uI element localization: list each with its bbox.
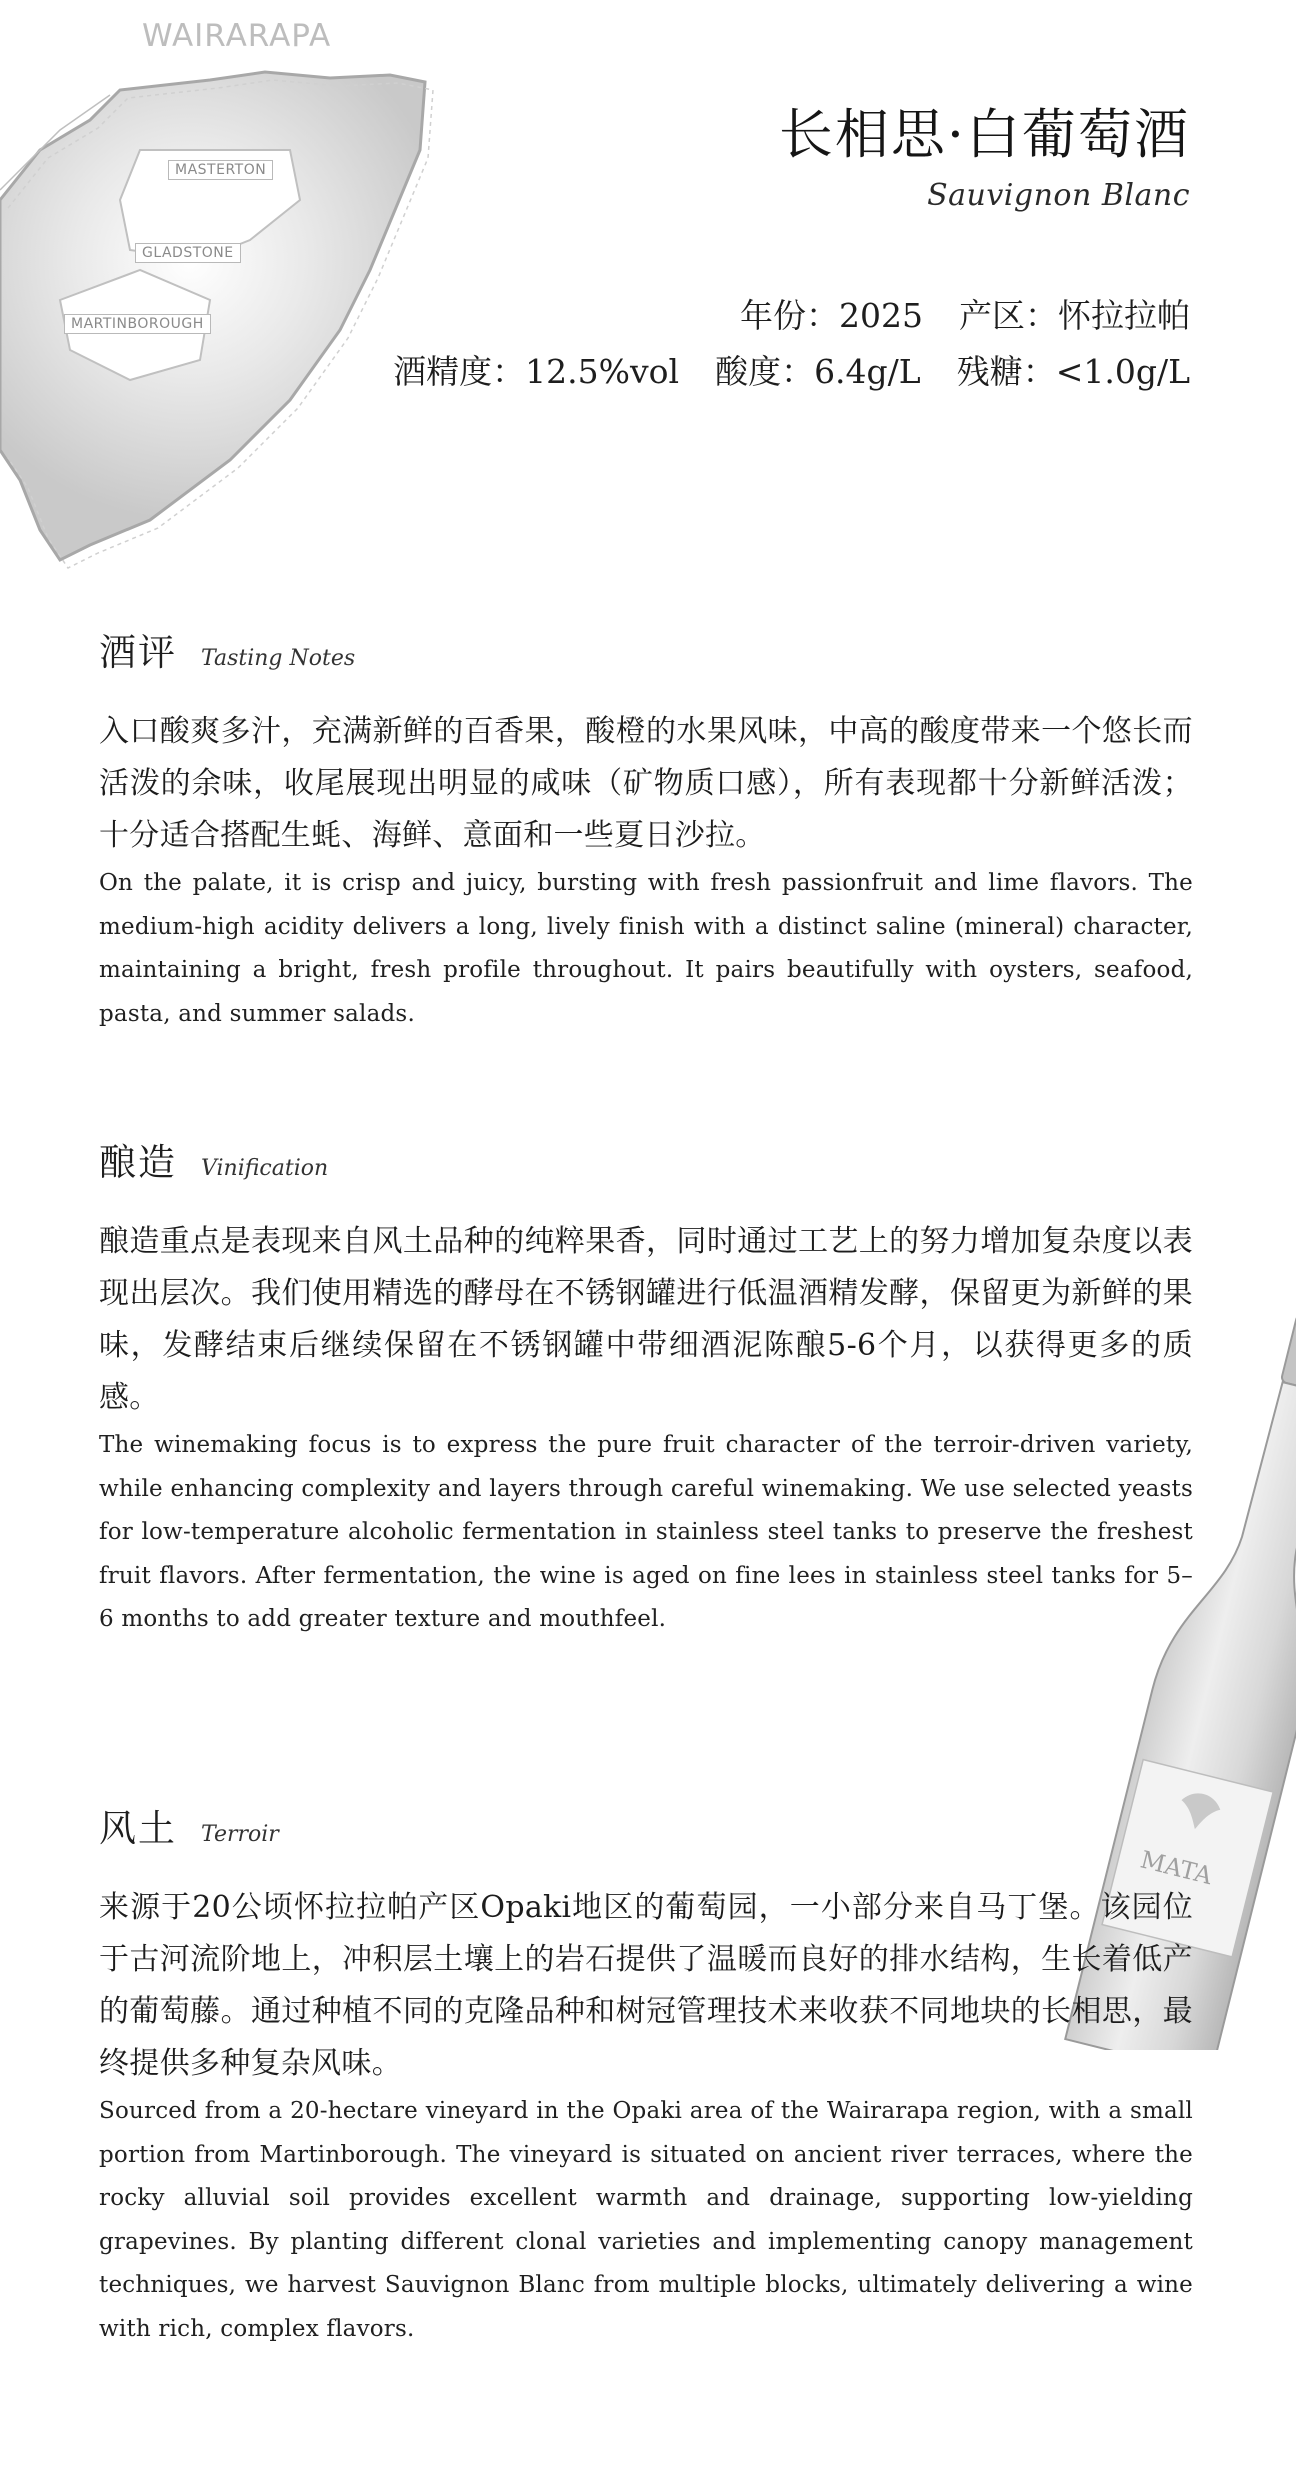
spec-vintage: 年份：2025 (740, 296, 923, 335)
tasting-notes-en: On the palate, it is crisp and juicy, bursting with fresh passionfruit and lime flavors. The medium-high acidity delivers a long, lively finish with a distinct saline (mineral) character, maintaining a bright, fresh profile throughout. It pairs beautifully with oysters, seafood, pasta, and summer salads. (99, 870, 1193, 1027)
region-map (0, 0, 440, 570)
section-vinification (99, 1132, 1193, 1642)
map-town-masterton: MASTERTON (168, 160, 273, 180)
wine-title-en: Sauvignon Blanc (927, 178, 1190, 213)
spec-line-2 (393, 346, 1190, 393)
wine-title-cn: 长相思·白葡萄酒 (778, 103, 1190, 166)
section-title-cn: 酒评 (99, 631, 177, 674)
vinification-cn: 酿造重点是表现来自风土品种的纯粹果香，同时通过工艺上的努力增加复杂度以表现出层次。我们使用精选的酵母在不锈钢罐进行低温酒精发酵，保留更为新鲜的果味，发酵结束后继续保留在不锈钢罐中带细酒泥陈酿5-6个月，以获得更多的质感。 (99, 1224, 1193, 1415)
region-map-drawing (0, 0, 440, 570)
terroir-cn: 来源于20公顷怀拉拉帕产区Opaki地区的葡萄园，一小部分来自马丁堡。该园位于古河流阶地上，冲积层土壤上的岩石提供了温暖而良好的排水结构，生长着低产的葡萄藤。通过种植不同的克隆品种和树冠管理技术来收获不同地块的长相思，最终提供多种复杂风味。 (99, 1890, 1193, 2081)
spec-region: 产区：怀拉拉帕 (959, 296, 1190, 335)
tasting-notes-cn: 入口酸爽多汁，充满新鲜的百香果，酸橙的水果风味，中高的酸度带来一个悠长而活泼的余味，收尾展现出明显的咸味（矿物质口感），所有表现都十分新鲜活泼；十分适合搭配生蚝、海鲜、意面和一些夏日沙拉。 (99, 714, 1193, 853)
terroir-en: Sourced from a 20-hectare vineyard in the Opaki area of the Wairarapa region, with a small portion from Martinborough. The vineyard is situated on ancient river terraces, where the rocky alluvial soil provides excellent warmth and drainage, supporting low-yielding grapevines. By planting different clonal varieties and implementing canopy management techniques, we harvest Sauvignon Blanc from multiple blocks, ultimately delivering a wine with rich, complex flavors. (99, 2098, 1193, 2342)
section-terroir (99, 1798, 1193, 2351)
section-header (99, 1798, 1193, 1852)
section-title-en: Terroir (201, 1822, 279, 1847)
spec-acidity: 酸度：6.4g/L (715, 352, 921, 391)
map-town-martinborough: MARTINBOROUGH (64, 314, 211, 334)
section-title-cn: 酿造 (99, 1141, 177, 1184)
section-tasting-notes (99, 622, 1193, 1036)
spec-sugar: 残糖：<1.0g/L (956, 352, 1190, 391)
section-title-en: Vinification (201, 1156, 329, 1181)
map-town-gladstone: GLADSTONE (135, 243, 241, 263)
spec-line-1 (740, 290, 1190, 337)
map-region-name: WAIRARAPA (142, 18, 332, 54)
bottle-label-text: MATA (1137, 1845, 1215, 1891)
section-header (99, 622, 1193, 676)
section-title-en: Tasting Notes (201, 646, 356, 671)
section-header (99, 1132, 1193, 1186)
section-title-cn: 风土 (99, 1807, 177, 1850)
vinification-en: The winemaking focus is to express the pure fruit character of the terroir-driven variety, while enhancing complexity and layers through careful winemaking. We use selected yeasts for low-temperature alcoholic fermentation in stainless steel tanks to preserve the freshest fruit flavors. After fermentation, the wine is aged on fine lees in stainless steel tanks for 5–6 months to add greater texture and mouthfeel. (99, 1432, 1193, 1632)
spec-alcohol: 酒精度：12.5%vol (393, 352, 680, 391)
